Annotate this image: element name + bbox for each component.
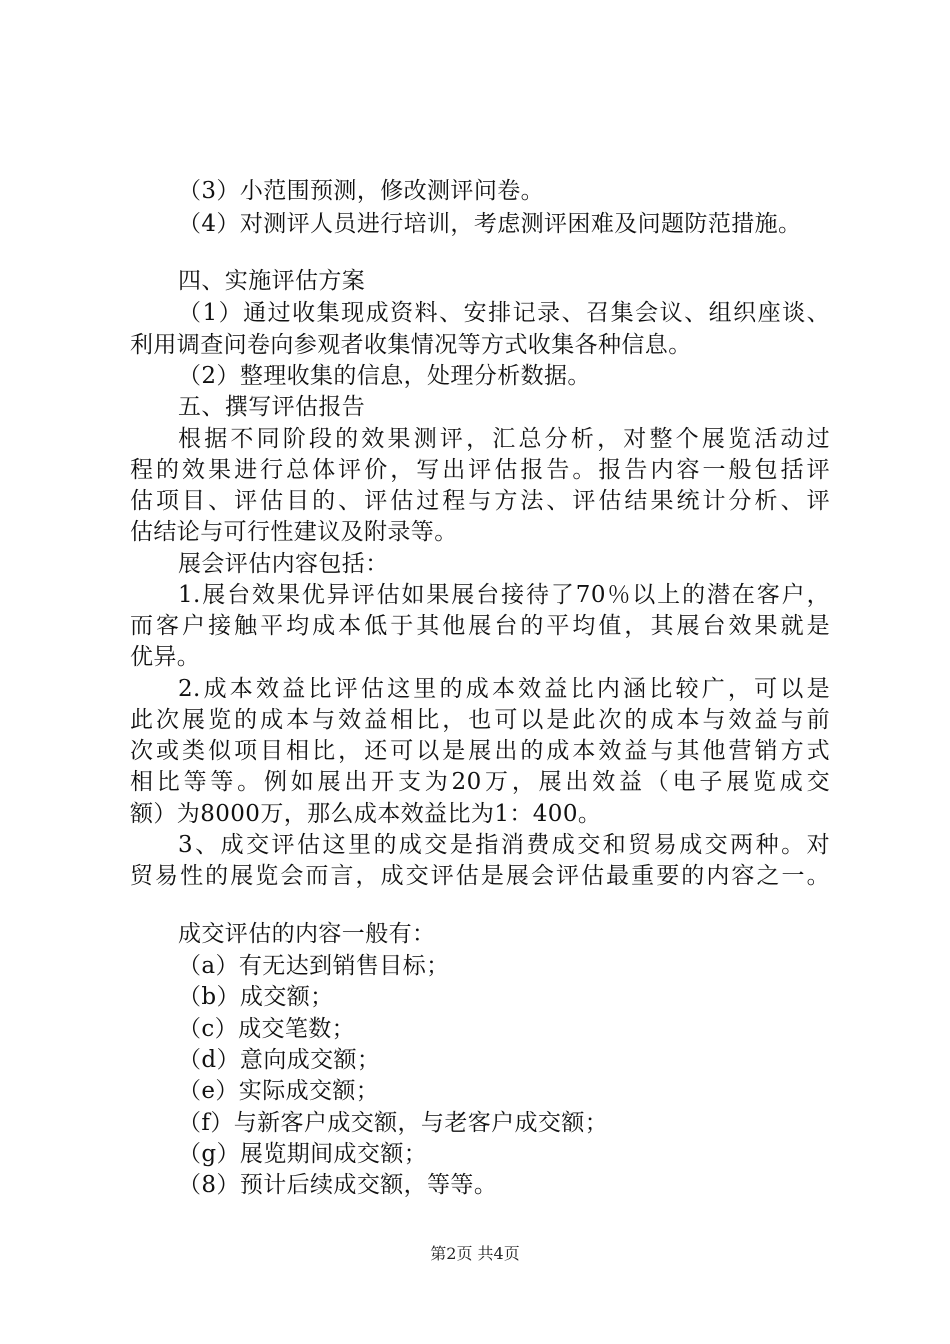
text-line: （1）通过收集现成资料、安排记录、召集会议、组织座谈、 xyxy=(178,300,830,326)
list-item: （b）成交额； xyxy=(178,984,334,1010)
text-line: 估结论与可行性建议及附录等。 xyxy=(130,519,458,545)
text-line: 相比等等。例如展出开支为20万，展出效益（电子展览成交 xyxy=(130,769,830,795)
section-heading: 五、撰写评估报告 xyxy=(178,394,366,420)
text-line: 额）为8000万，那么成本效益比为1：400。 xyxy=(130,801,602,827)
list-item: （f）与新客户成交额，与老客户成交额； xyxy=(178,1110,609,1136)
text-line: 而客户接触平均成本低于其他展台的平均值，其展台效果就是 xyxy=(130,613,830,639)
text-line: 贸易性的展览会而言，成交评估是展会评估最重要的内容之一。 xyxy=(130,863,830,889)
text-line: 展会评估内容包括： xyxy=(178,551,389,577)
text-line: 次或类似项目相比，还可以是展出的成本效益与其他营销方式 xyxy=(130,738,830,764)
text-line: （2）整理收集的信息，处理分析数据。 xyxy=(178,363,591,389)
list-item: （c）成交笔数； xyxy=(178,1016,356,1042)
list-item: （d）意向成交额； xyxy=(178,1047,381,1073)
text-line: 估项目、评估目的、评估过程与方法、评估结果统计分析、评 xyxy=(130,488,830,514)
list-item: （g）展览期间成交额； xyxy=(178,1141,428,1167)
list-item: （e）实际成交额； xyxy=(178,1078,380,1104)
page-footer: 第2页 共4页 xyxy=(430,1244,520,1263)
text-line: 2.成本效益比评估这里的成本效益比内涵比较广，可以是 xyxy=(178,676,830,702)
text-line: 优异。 xyxy=(130,644,201,670)
text-line: 利用调查问卷向参观者收集情况等方式收集各种信息。 xyxy=(130,332,692,358)
text-line: （4）对测评人员进行培训，考虑测评困难及问题防范措施。 xyxy=(178,211,802,237)
list-item: （8）预计后续成交额，等等。 xyxy=(178,1172,498,1198)
text-line: （3）小范围预测，修改测评问卷。 xyxy=(178,178,545,204)
text-line: 程的效果进行总体评价，写出评估报告。报告内容一般包括评 xyxy=(130,457,830,483)
text-line: 此次展览的成本与效益相比，也可以是此次的成本与效益与前 xyxy=(130,707,830,733)
text-line: 1.展台效果优异评估如果展台接待了70％以上的潜在客户， xyxy=(178,582,830,608)
list-item: （a）有无达到销售目标； xyxy=(178,953,450,979)
text-line: 成交评估的内容一般有： xyxy=(178,921,436,947)
section-heading: 四、实施评估方案 xyxy=(178,268,366,294)
text-line: 根据不同阶段的效果测评，汇总分析，对整个展览活动过 xyxy=(178,426,830,452)
text-line: 3、成交评估这里的成交是指消费成交和贸易成交两种。对 xyxy=(178,832,830,858)
